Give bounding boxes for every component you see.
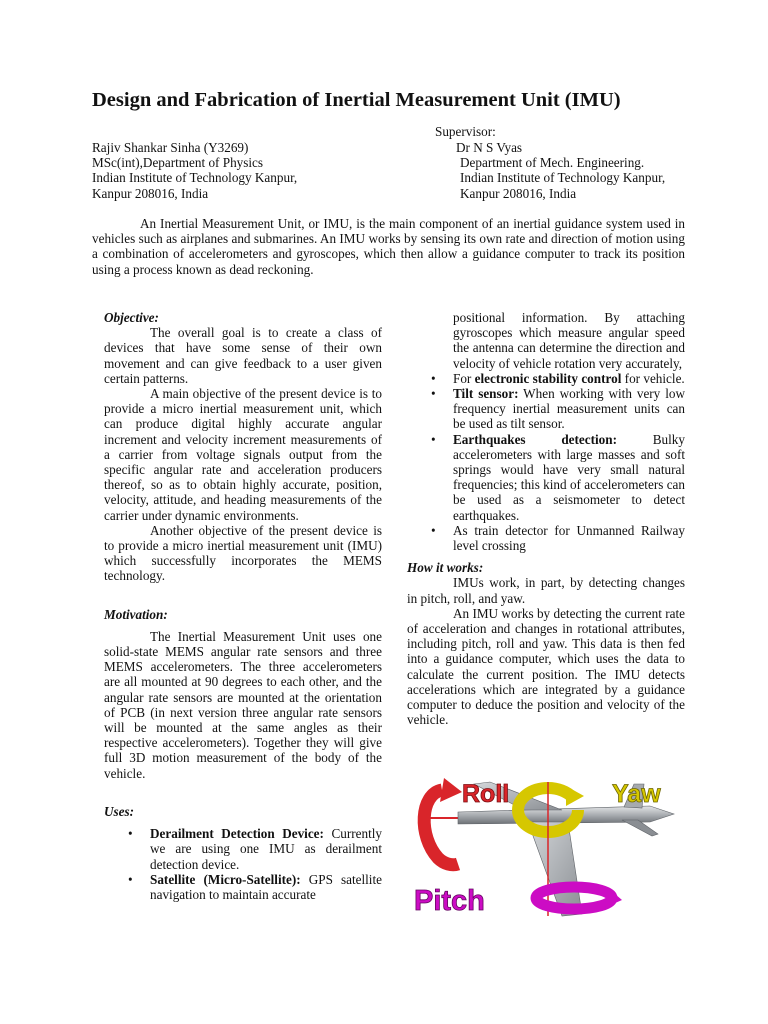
bullet: • [431,386,436,402]
list-item-text: Currently we are using one IMU as derailment detection device. [150,826,382,872]
supervisor-name: Dr N S Vyas [456,140,523,155]
author-address: Kanpur 208016, India [92,185,209,201]
left-column [104,310,382,902]
list-item [407,386,685,432]
how-it-works-heading: How it works: [407,560,484,576]
supervisor-institute: Indian Institute of Technology Kanpur, [460,170,666,186]
author-department: MSc(int),Department of Physics [92,155,264,171]
imu-roll-pitch-yaw-figure [412,776,682,928]
supervisor-label: Supervisor: [435,124,496,139]
list-item-title: Satellite (Micro-Satellite): [150,871,301,887]
list-item-text: for vehicle. [621,370,685,386]
bullet: • [431,431,436,447]
list-item [407,523,685,553]
uses-list [104,826,382,902]
roll-label: Roll [462,780,510,808]
list-item-title: Tilt sensor: [453,386,519,402]
author-block [92,140,297,201]
objective-paragraph-3: Another objective of the present device is to provide a micro inertial measurement unit (IMU) which successfully incorporates the MEMS technology. [104,522,382,584]
list-item [407,432,685,523]
author-institute: Indian Institute of Technology Kanpur, [92,170,298,186]
pitch-label: Pitch [414,885,485,917]
bullet: • [431,522,436,538]
list-item-title: Derailment Detection Device: [150,826,324,842]
bullet: • [128,871,133,887]
list-item-text: Bulky accelerometers with large masses and soft springs would have very small natural frequencies; this kind of accelerometers can be used as a seismometer to detect earthquakes. [453,431,685,523]
objective-heading: Objective: [104,310,159,325]
list-item-text: When working with very low frequency inertial measurement units can be used as tilt sensor. [453,386,685,432]
how-it-works-paragraph-2: An IMU works by detecting the current rate of acceleration and changes in rotational attributes, including pitch, roll and yaw. This data is then fed into a guidance computer, which uses the data to calculate the current position. The IMU detects accelerations which are integrated by a guidance computer to deduce the position and velocity of the vehicle. [407,605,685,728]
author-name: Rajiv Shankar Sinha (Y3269) [92,140,249,155]
list-item-text: GPS satellite navigation to maintain accurate [150,871,382,902]
bullet: • [128,826,133,842]
abstract-paragraph: An Inertial Measurement Unit, or IMU, is the main component of an inertial guidance system used in vehicles such as airplanes and submarines. An IMU works by sensing its own rate and direction of motion using a combination of accelerometers and gyroscopes, which then allow a guidance computer to track its position using a process known as dead reckoning. [92,216,685,277]
objective-paragraph-1: The overall goal is to create a class of devices that have some sense of their own movement and can give feedback to a user given certain patterns. [104,325,382,386]
how-it-works-paragraph-1: IMUs work, in part, by detecting changes in pitch, roll, and yaw. [407,575,685,606]
motivation-heading: Motivation: [104,606,168,622]
supervisor-department: Department of Mech. Engineering. [460,155,645,171]
right-column [407,310,685,727]
satellite-continuation: positional information. By attaching gyroscopes which measure angular speed the antenna can determine the direction and velocity of vehicle rotation very accurately, [453,310,685,371]
uses-heading: Uses: [104,803,135,819]
list-item-title: electronic stability control [474,370,622,386]
list-item [407,371,685,386]
objective-paragraph-2: A main objective of the present device is to provide a micro inertial measurement unit, which can produce digital highly accurate angular increment and velocity increment measurements of a carrier from voltage signals output from the specific angular rate and acceleration producers thereof, so as to obtain highly accurate, position, velocity, attitude, and heading measurements of the carrier under dynamic environments. [104,386,382,523]
list-item-text: As train detector for Unmanned Railway level crossing [453,522,685,554]
motivation-paragraph: The Inertial Measurement Unit uses one solid-state MEMS angular rate sensors and three MEMS accelerometers. The three accelerometers are all mounted at 90 degrees to each other, and the angular rate sensors are mounted at the orientation of PCB (in next version three angular rate sensors will be mounted at the same angles as their respective accelerometers). Together they will give full 3D motion measurement of the body of the vehicle. [104,628,382,781]
list-item [104,872,382,902]
bullet: • [431,370,436,386]
supervisor-address: Kanpur 208016, India [460,185,577,201]
roll-arrow-icon [424,778,462,865]
list-item-pre: For [453,370,475,386]
uses-list-continued [407,371,685,553]
supervisor-block [456,140,666,201]
list-item [104,826,382,872]
yaw-label: Yaw [612,780,661,808]
page-title: Design and Fabrication of Inertial Measurement Unit (IMU) [92,89,621,111]
list-item-title: Earthquakes detection: [453,431,617,447]
